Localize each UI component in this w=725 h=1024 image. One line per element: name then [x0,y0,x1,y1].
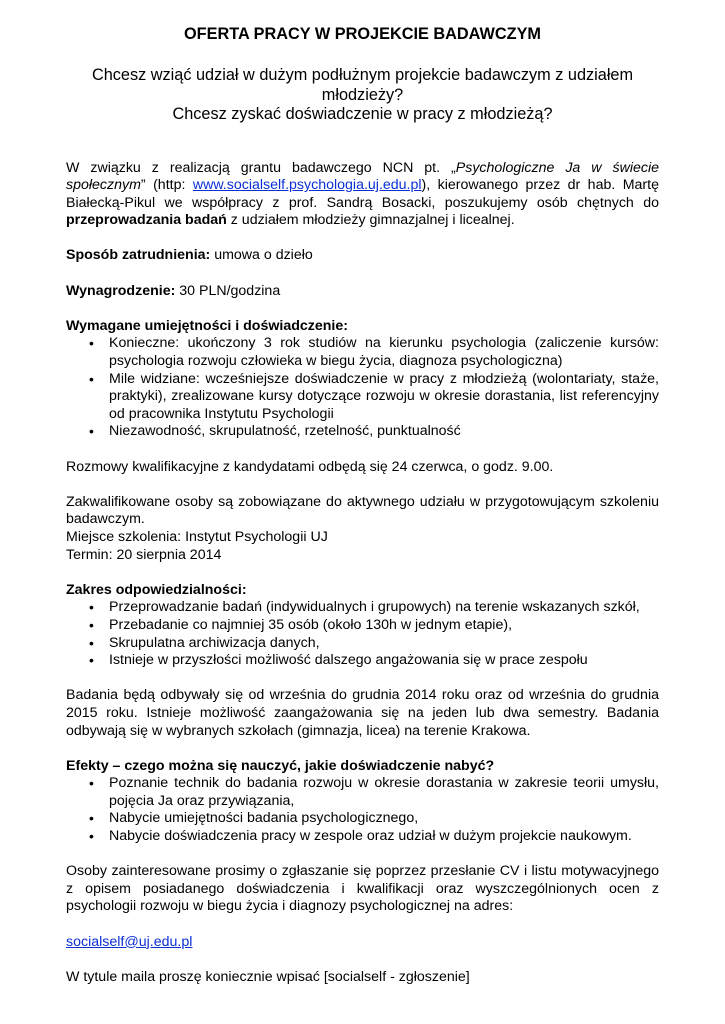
grant-title: Psychologiczne Ja w świecie społecznym [66,159,659,194]
page-title [66,24,659,44]
schedule-info: Badania będą odbywały się od września do grudnia 2014 roku oraz od września do grudnia 2015 roku. Istnieje możliwość zaangażowania się na jeden lub dwa semestry. Badania odbywają się w wybranych szkołach (gimnazja, licea) na terenie Krakowa. [66,687,659,739]
employment-type [66,247,659,265]
list-item: • Skrupulatna archiwizacja danych, [66,635,659,653]
intro-text-3: ), kierowanego przez dr hab. Martę Białecką-Pikul we współpracy z prof. Sandrą Bosacki, poszukujemy osób chętnych do [66,177,659,211]
salary-label: Wynagrodzenie: [66,282,176,299]
effects-list [66,775,659,845]
list-item: • Niezawodność, skrupulatność, rzetelność, punktualność [66,423,659,441]
title-rest: W PROJEKCIE BADAWCZYM [310,25,541,43]
list-item: • Konieczne: ukończony 3 rok studiów na kierunku psychologia (zaliczenie kursów: psychologia rozwoju człowieka w biegu życia, diagnoza psychologiczna) [66,335,659,370]
list-item: • Przebadanie co najmniej 35 osób (około 130h w jednym etapie), [66,617,659,635]
intro-bold: przeprowadzania badań [66,212,227,229]
email-line [66,934,659,952]
salary [66,283,659,301]
effects-heading: Efekty – czego można się nauczyć, jakie doświadczenie nabyć? [66,757,495,774]
subject-note: W tytule maila proszę koniecznie wpisać [socialself - zgłoszenie] [66,968,470,985]
intro-text-2: ” (http: [140,177,193,194]
application-info: Osoby zainteresowane prosimy o zgłaszanie się poprzez przesłanie CV i listu motywacyjnego z opisem posiadanego doświadczenia i kwalifikacji oraz wyszczególnionych ocen z psychologii rozwoju w biegu życia i diagnozy psychologicznej na adres: [66,863,659,915]
employment-label: Sposób zatrudnienia: [66,247,211,264]
subtitle-line-2: Chcesz zyskać doświadczenie w pracy z młodzieżą? [172,105,553,123]
subtitle [66,66,659,125]
interviews-info: Rozmowy kwalifikacyjne z kandydatami odbędą się 24 czerwca, o godz. 9.00. [66,458,554,475]
list-item: • Poznanie technik do badania rozwoju w okresie dorastania w zakresie teorii umysłu, pojęcia Ja oraz przywiązania, [66,775,659,810]
skills-heading: Wymagane umiejętności i doświadczenie: [66,317,348,334]
training-date: Termin: 20 sierpnia 2014 [66,546,222,563]
list-item: • Nabycie umiejętności badania psychologicznego, [66,810,659,828]
project-website-link[interactable]: www.socialself.psychologia.uj.edu.pl [192,177,422,194]
employment-value: umowa o dzieło [210,247,313,264]
intro-text-1: W związku z realizacją grantu badawczego NCN pt. „ [66,159,456,176]
skills-list [66,335,659,441]
duties-heading: Zakres odpowiedzialności: [66,581,247,598]
duties-list [66,599,659,669]
list-item: • Istnieje w przyszłości możliwość dalszego angażowania się w prace zespołu [66,652,659,670]
subtitle-line-1: Chcesz wziąć udział w dużym podłużnym projekcie badawczym z udziałem młodzieży? [91,66,634,104]
title-bold: OFERTA PRACY [184,25,311,43]
contact-email-link[interactable]: socialself@uj.edu.pl [66,933,193,950]
list-item: • Przeprowadzanie badań (indywidualnych i grupowych) na terenie wskazanych szkół, [66,599,659,617]
intro-text-4: z udziałem młodzieży gimnazjalnej i licealnej. [226,212,515,229]
intro-paragraph [66,160,659,230]
training-place: Miejsce szkolenia: Instytut Psychologii UJ [66,528,328,545]
training-info: Zakwalifikowane osoby są zobowiązane do aktywnego udziału w przygotowującym szkoleniu badawczym. [66,493,659,528]
salary-value: 30 PLN/godzina [175,282,281,299]
list-item: • Mile widziane: wcześniejsze doświadczenie w pracy z młodzieżą (wolontariaty, staże, praktyki), zrealizowane kursy dotyczące rozwoju w okresie dorastania, list referencyjny od pracownika Instytutu Psychologii [66,371,659,424]
list-item: • Nabycie doświadczenia pracy w zespole oraz udział w dużym projekcie naukowym. [66,828,659,846]
